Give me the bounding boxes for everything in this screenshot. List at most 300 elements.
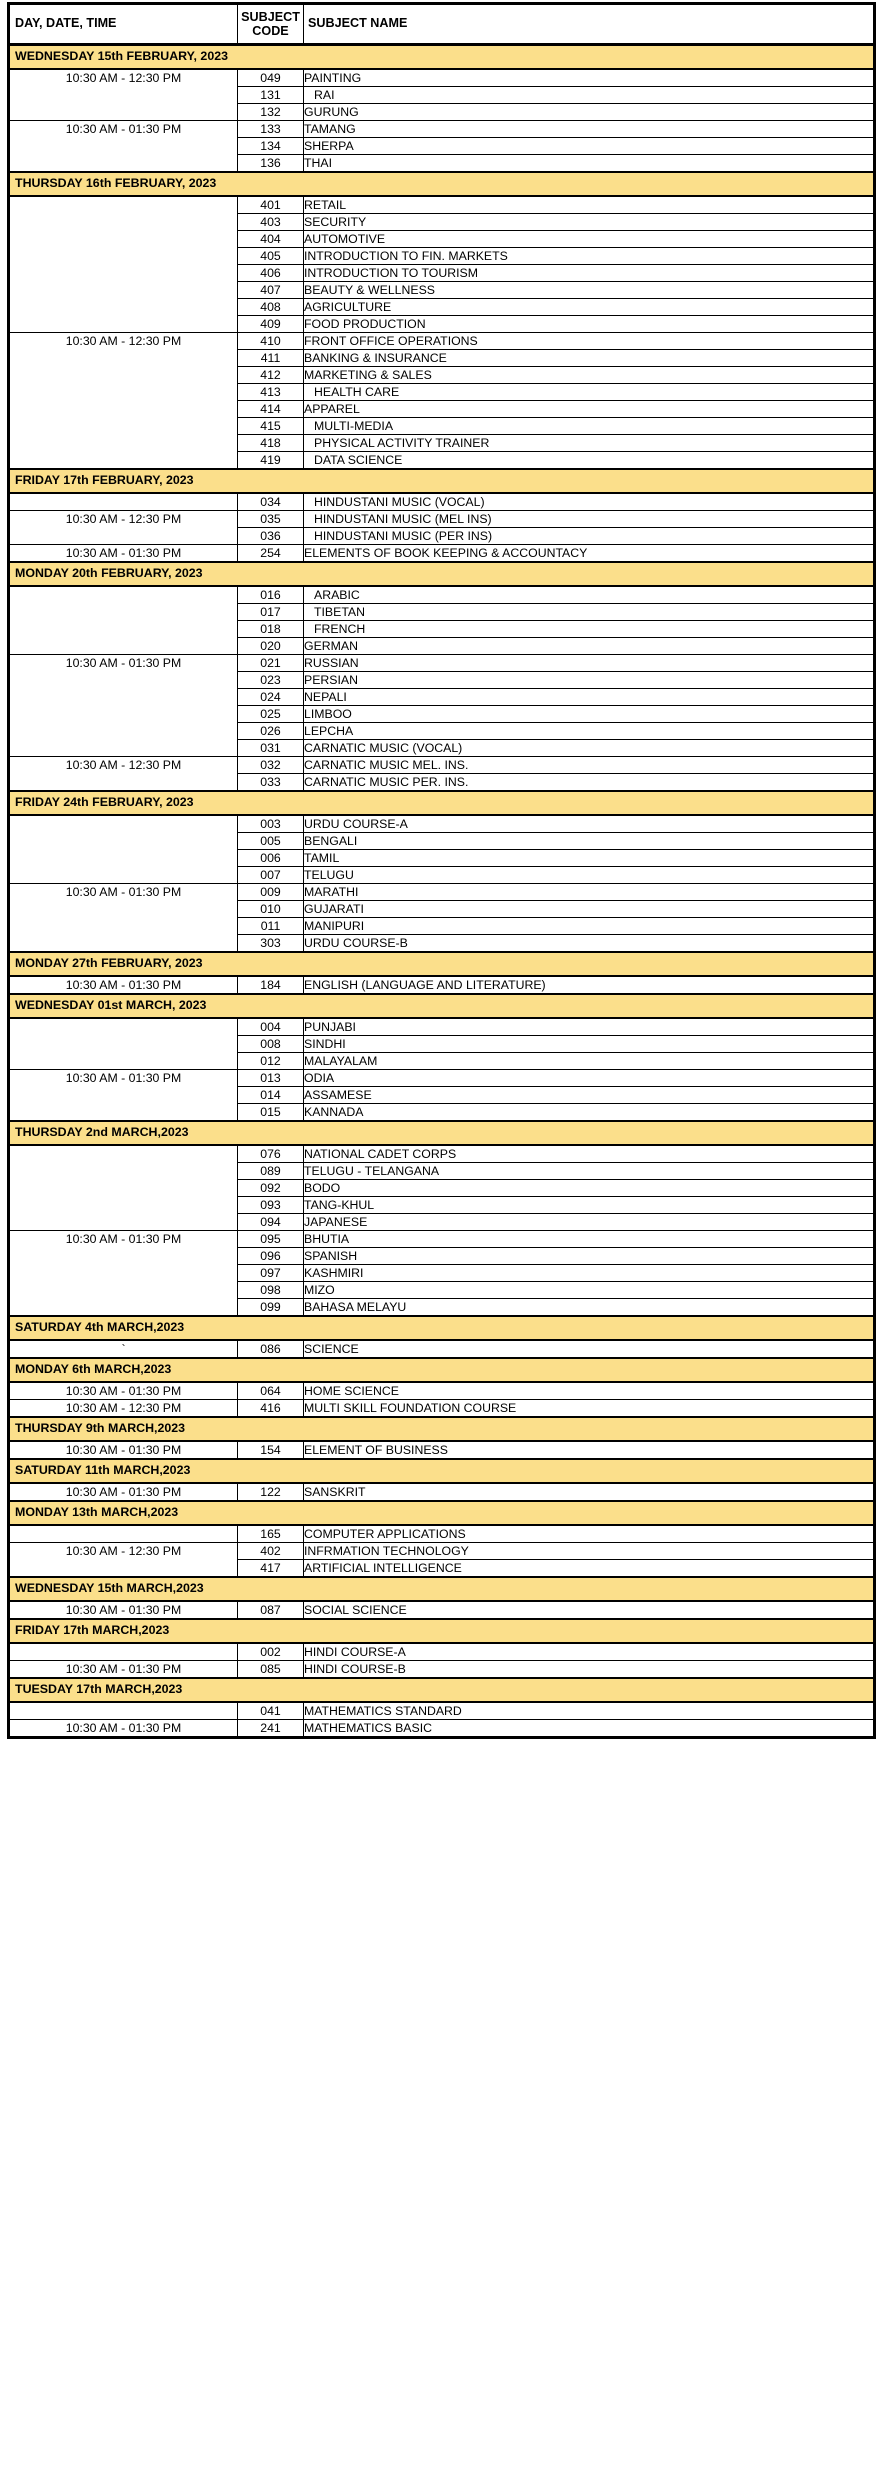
subject-code-cell: 096 [238,1248,304,1265]
table-row [9,418,875,435]
exam-time-cell [9,493,238,511]
subject-name-cell: KANNADA [304,1104,875,1122]
table-header [9,4,875,45]
date-banner-label: MONDAY 27th FEBRUARY, 2023 [9,952,875,976]
subject-code-cell: 009 [238,884,304,901]
table-row [9,333,875,350]
date-banner-row [9,1619,875,1643]
subject-name-cell: RAI [304,87,875,104]
table-row [9,815,875,833]
exam-time-cell [9,706,238,723]
subject-name-cell: HEALTH CARE [304,384,875,401]
subject-name-cell: BAHASA MELAYU [304,1299,875,1317]
exam-time-cell: 10:30 AM - 12:30 PM [9,757,238,774]
subject-code-cell: 021 [238,655,304,672]
subject-code-cell: 417 [238,1560,304,1578]
exam-time-cell [9,155,238,173]
exam-time-cell [9,265,238,282]
subject-code-cell: 132 [238,104,304,121]
table-row [9,384,875,401]
subject-code-cell: 006 [238,850,304,867]
exam-time-cell [9,1104,238,1122]
table-row [9,511,875,528]
exam-time-cell: 10:30 AM - 01:30 PM [9,976,238,994]
subject-code-cell: 034 [238,493,304,511]
exam-time-cell [9,604,238,621]
table-row [9,1400,875,1418]
exam-time-cell [9,621,238,638]
exam-time-cell [9,316,238,333]
table-row [9,1145,875,1163]
exam-time-cell [9,104,238,121]
date-banner-label: MONDAY 13th MARCH,2023 [9,1501,875,1525]
exam-time-cell [9,1214,238,1231]
exam-time-cell [9,1643,238,1661]
subject-code-cell: 136 [238,155,304,173]
subject-code-cell: 418 [238,435,304,452]
table-row [9,493,875,511]
subject-code-cell: 303 [238,935,304,953]
subject-name-cell: CARNATIC MUSIC MEL. INS. [304,757,875,774]
exam-time-cell [9,435,238,452]
subject-name-cell: MATHEMATICS STANDARD [304,1702,875,1720]
subject-name-cell: SECURITY [304,214,875,231]
date-banner-row [9,952,875,976]
exam-time-cell: 10:30 AM - 01:30 PM [9,1441,238,1459]
table-row [9,196,875,214]
date-banner-row [9,562,875,586]
subject-name-cell: PUNJABI [304,1018,875,1036]
subject-code-cell: 097 [238,1265,304,1282]
column-header-day-date-time: DAY, DATE, TIME [9,4,238,45]
column-header-subject-name: SUBJECT NAME [304,4,875,45]
subject-name-cell: NATIONAL CADET CORPS [304,1145,875,1163]
exam-time-cell [9,248,238,265]
date-banner-row [9,994,875,1018]
subject-code-cell: 407 [238,282,304,299]
exam-time-cell: 10:30 AM - 12:30 PM [9,333,238,350]
exam-time-cell [9,774,238,792]
subject-name-cell: APPAREL [304,401,875,418]
subject-name-cell: AUTOMOTIVE [304,231,875,248]
date-banner-row [9,1358,875,1382]
subject-name-cell: SPANISH [304,1248,875,1265]
table-row [9,69,875,87]
subject-code-cell: 085 [238,1661,304,1679]
table-row [9,1441,875,1459]
exam-time-cell: 10:30 AM - 12:30 PM [9,1543,238,1560]
exam-time-cell [9,384,238,401]
table-body [9,45,875,1738]
exam-time-cell: 10:30 AM - 12:30 PM [9,1400,238,1418]
exam-time-cell [9,282,238,299]
table-row [9,1382,875,1400]
table-row [9,638,875,655]
date-banner-row [9,1417,875,1441]
subject-code-cell: 099 [238,1299,304,1317]
subject-name-cell: HINDI COURSE-B [304,1661,875,1679]
subject-name-cell: NEPALI [304,689,875,706]
subject-name-cell: FRENCH [304,621,875,638]
subject-code-cell: 095 [238,1231,304,1248]
exam-time-cell: 10:30 AM - 01:30 PM [9,545,238,563]
exam-time-cell [9,833,238,850]
table-row [9,1543,875,1560]
subject-name-cell: BANKING & INSURANCE [304,350,875,367]
column-header-subject-code-line1: SUBJECT [241,9,300,24]
subject-code-cell: 094 [238,1214,304,1231]
exam-time-cell: 10:30 AM - 01:30 PM [9,655,238,672]
subject-code-cell: 134 [238,138,304,155]
exam-time-cell [9,901,238,918]
subject-name-cell: INFRMATION TECHNOLOGY [304,1543,875,1560]
exam-time-cell [9,418,238,435]
table-row [9,918,875,935]
subject-code-cell: 008 [238,1036,304,1053]
date-banner-label: FRIDAY 17th MARCH,2023 [9,1619,875,1643]
subject-code-cell: 010 [238,901,304,918]
subject-name-cell: TANG-KHUL [304,1197,875,1214]
table-row [9,155,875,173]
table-row [9,689,875,706]
table-row [9,867,875,884]
table-row [9,1525,875,1543]
table-row [9,121,875,138]
exam-time-cell: 10:30 AM - 01:30 PM [9,1382,238,1400]
subject-name-cell: CARNATIC MUSIC (VOCAL) [304,740,875,757]
date-banner-row [9,172,875,196]
subject-name-cell: PERSIAN [304,672,875,689]
table-row [9,706,875,723]
subject-code-cell: 004 [238,1018,304,1036]
subject-name-cell: RUSSIAN [304,655,875,672]
subject-code-cell: 005 [238,833,304,850]
exam-time-cell [9,299,238,316]
subject-code-cell: 408 [238,299,304,316]
subject-name-cell: RETAIL [304,196,875,214]
date-banner-row [9,1316,875,1340]
subject-code-cell: 419 [238,452,304,470]
exam-time-cell [9,367,238,384]
date-banner-label: FRIDAY 17th FEBRUARY, 2023 [9,469,875,493]
subject-code-cell: 406 [238,265,304,282]
table-row [9,367,875,384]
exam-time-cell [9,138,238,155]
subject-code-cell: 415 [238,418,304,435]
date-banner-label: SATURDAY 11th MARCH,2023 [9,1459,875,1483]
table-row [9,1214,875,1231]
table-row [9,87,875,104]
subject-code-cell: 165 [238,1525,304,1543]
date-banner-label: WEDNESDAY 15th MARCH,2023 [9,1577,875,1601]
table-row [9,1299,875,1317]
subject-name-cell: URDU COURSE-B [304,935,875,953]
subject-name-cell: HINDUSTANI MUSIC (PER INS) [304,528,875,545]
subject-name-cell: TIBETAN [304,604,875,621]
date-banner-row [9,1678,875,1702]
exam-time-cell [9,850,238,867]
table-row [9,299,875,316]
exam-time-cell [9,815,238,833]
subject-code-cell: 018 [238,621,304,638]
exam-time-cell [9,1197,238,1214]
subject-code-cell: 026 [238,723,304,740]
date-banner-label: TUESDAY 17th MARCH,2023 [9,1678,875,1702]
subject-code-cell: 015 [238,1104,304,1122]
exam-time-cell: 10:30 AM - 01:30 PM [9,1601,238,1619]
subject-code-cell: 409 [238,316,304,333]
subject-code-cell: 020 [238,638,304,655]
subject-name-cell: PAINTING [304,69,875,87]
table-row [9,586,875,604]
subject-code-cell: 411 [238,350,304,367]
subject-code-cell: 002 [238,1643,304,1661]
subject-code-cell: 098 [238,1282,304,1299]
subject-name-cell: TELUGU [304,867,875,884]
subject-code-cell: 405 [238,248,304,265]
exam-time-cell [9,867,238,884]
table-row [9,350,875,367]
table-row [9,214,875,231]
exam-time-cell [9,196,238,214]
subject-code-cell: 122 [238,1483,304,1501]
exam-time-cell: 10:30 AM - 01:30 PM [9,121,238,138]
exam-time-cell [9,452,238,470]
subject-name-cell: BENGALI [304,833,875,850]
subject-code-cell: 024 [238,689,304,706]
subject-name-cell: PHYSICAL ACTIVITY TRAINER [304,435,875,452]
subject-code-cell: 049 [238,69,304,87]
exam-time-cell [9,586,238,604]
subject-name-cell: TAMIL [304,850,875,867]
subject-name-cell: AGRICULTURE [304,299,875,316]
subject-code-cell: 412 [238,367,304,384]
date-banner-label: FRIDAY 24th FEBRUARY, 2023 [9,791,875,815]
exam-time-cell [9,1560,238,1578]
subject-code-cell: 131 [238,87,304,104]
table-row [9,901,875,918]
date-banner-row [9,45,875,70]
subject-name-cell: ASSAMESE [304,1087,875,1104]
subject-name-cell: GUJARATI [304,901,875,918]
date-banner-row [9,1121,875,1145]
exam-time-cell [9,740,238,757]
exam-time-cell [9,1036,238,1053]
subject-code-cell: 401 [238,196,304,214]
exam-time-cell [9,638,238,655]
subject-name-cell: HINDI COURSE-A [304,1643,875,1661]
subject-code-cell: 414 [238,401,304,418]
table-row [9,1661,875,1679]
exam-time-cell [9,1018,238,1036]
subject-code-cell: 087 [238,1601,304,1619]
subject-name-cell: MARKETING & SALES [304,367,875,384]
subject-code-cell: 086 [238,1340,304,1358]
subject-name-cell: ODIA [304,1070,875,1087]
exam-time-cell [9,1282,238,1299]
table-row [9,138,875,155]
exam-time-cell [9,1180,238,1197]
table-row [9,1197,875,1214]
subject-code-cell: 093 [238,1197,304,1214]
subject-name-cell: ENGLISH (LANGUAGE AND LITERATURE) [304,976,875,994]
table-row [9,104,875,121]
exam-time-cell [9,1265,238,1282]
date-banner-row [9,1577,875,1601]
table-row [9,1643,875,1661]
subject-name-cell: INTRODUCTION TO TOURISM [304,265,875,282]
subject-name-cell: ARTIFICIAL INTELLIGENCE [304,1560,875,1578]
table-row [9,672,875,689]
subject-name-cell: SOCIAL SCIENCE [304,1601,875,1619]
subject-code-cell: 031 [238,740,304,757]
subject-code-cell: 416 [238,1400,304,1418]
subject-name-cell: COMPUTER APPLICATIONS [304,1525,875,1543]
exam-time-cell [9,1163,238,1180]
subject-code-cell: 092 [238,1180,304,1197]
table-row [9,248,875,265]
subject-name-cell: MULTI-MEDIA [304,418,875,435]
subject-name-cell: MIZO [304,1282,875,1299]
exam-time-cell: 10:30 AM - 01:30 PM [9,1720,238,1738]
table-row [9,774,875,792]
subject-name-cell: THAI [304,155,875,173]
exam-time-cell [9,918,238,935]
subject-name-cell: DATA SCIENCE [304,452,875,470]
subject-code-cell: 404 [238,231,304,248]
exam-time-cell [9,723,238,740]
table-row [9,833,875,850]
subject-code-cell: 035 [238,511,304,528]
table-row [9,265,875,282]
exam-time-cell [9,87,238,104]
subject-code-cell: 076 [238,1145,304,1163]
exam-time-cell [9,935,238,953]
subject-name-cell: HINDUSTANI MUSIC (VOCAL) [304,493,875,511]
date-banner-label: THURSDAY 9th MARCH,2023 [9,1417,875,1441]
subject-name-cell: ELEMENTS OF BOOK KEEPING & ACCOUNTACY [304,545,875,563]
subject-code-cell: 413 [238,384,304,401]
table-row [9,401,875,418]
table-row [9,435,875,452]
exam-time-cell: 10:30 AM - 01:30 PM [9,1231,238,1248]
table-row [9,316,875,333]
exam-time-cell [9,1053,238,1070]
date-banner-label: SATURDAY 4th MARCH,2023 [9,1316,875,1340]
date-banner-row [9,1459,875,1483]
subject-name-cell: ELEMENT OF BUSINESS [304,1441,875,1459]
table-row [9,1104,875,1122]
exam-time-cell [9,689,238,706]
exam-time-cell [9,1087,238,1104]
subject-code-cell: 254 [238,545,304,563]
subject-code-cell: 014 [238,1087,304,1104]
table-row [9,1070,875,1087]
table-row [9,850,875,867]
subject-name-cell: BHUTIA [304,1231,875,1248]
subject-code-cell: 023 [238,672,304,689]
exam-timetable-table [7,2,876,1739]
date-banner-label: WEDNESDAY 15th FEBRUARY, 2023 [9,45,875,70]
table-row [9,452,875,470]
subject-name-cell: MALAYALAM [304,1053,875,1070]
exam-time-cell [9,1525,238,1543]
subject-code-cell: 003 [238,815,304,833]
header-row [9,4,875,45]
date-banner-label: MONDAY 20th FEBRUARY, 2023 [9,562,875,586]
column-header-subject-code-line2: CODE [252,24,289,38]
table-row [9,1163,875,1180]
exam-time-cell [9,1145,238,1163]
table-row [9,545,875,563]
column-header-subject-code [238,4,304,45]
table-row [9,231,875,248]
subject-name-cell: MULTI SKILL FOUNDATION COURSE [304,1400,875,1418]
date-banner-row [9,1501,875,1525]
subject-code-cell: 089 [238,1163,304,1180]
subject-code-cell: 041 [238,1702,304,1720]
table-row [9,1340,875,1358]
table-row [9,976,875,994]
subject-code-cell: 241 [238,1720,304,1738]
date-banner-label: THURSDAY 16th FEBRUARY, 2023 [9,172,875,196]
subject-code-cell: 025 [238,706,304,723]
table-row [9,1601,875,1619]
subject-code-cell: 032 [238,757,304,774]
subject-code-cell: 154 [238,1441,304,1459]
subject-name-cell: HINDUSTANI MUSIC (MEL INS) [304,511,875,528]
table-row [9,1248,875,1265]
subject-name-cell: TAMANG [304,121,875,138]
exam-time-cell: 10:30 AM - 12:30 PM [9,511,238,528]
exam-time-cell [9,350,238,367]
subject-code-cell: 011 [238,918,304,935]
subject-name-cell: URDU COURSE-A [304,815,875,833]
subject-name-cell: BEAUTY & WELLNESS [304,282,875,299]
subject-name-cell: FOOD PRODUCTION [304,316,875,333]
subject-name-cell: MATHEMATICS BASIC [304,1720,875,1738]
subject-name-cell: JAPANESE [304,1214,875,1231]
exam-time-cell: 10:30 AM - 12:30 PM [9,69,238,87]
date-banner-row [9,791,875,815]
subject-name-cell: ARABIC [304,586,875,604]
table-row [9,1231,875,1248]
subject-code-cell: 017 [238,604,304,621]
subject-code-cell: 036 [238,528,304,545]
table-row [9,884,875,901]
subject-code-cell: 133 [238,121,304,138]
table-row [9,1087,875,1104]
subject-code-cell: 033 [238,774,304,792]
subject-name-cell: GERMAN [304,638,875,655]
subject-name-cell: LEPCHA [304,723,875,740]
table-row [9,1702,875,1720]
exam-time-cell [9,528,238,545]
table-row [9,1018,875,1036]
table-row [9,604,875,621]
subject-name-cell: CARNATIC MUSIC PER. INS. [304,774,875,792]
exam-time-cell: ` [9,1340,238,1358]
exam-time-cell [9,1702,238,1720]
subject-name-cell: FRONT OFFICE OPERATIONS [304,333,875,350]
table-row [9,655,875,672]
subject-code-cell: 012 [238,1053,304,1070]
exam-time-cell: 10:30 AM - 01:30 PM [9,1483,238,1501]
table-row [9,935,875,953]
table-row [9,528,875,545]
table-row [9,1560,875,1578]
table-row [9,1282,875,1299]
